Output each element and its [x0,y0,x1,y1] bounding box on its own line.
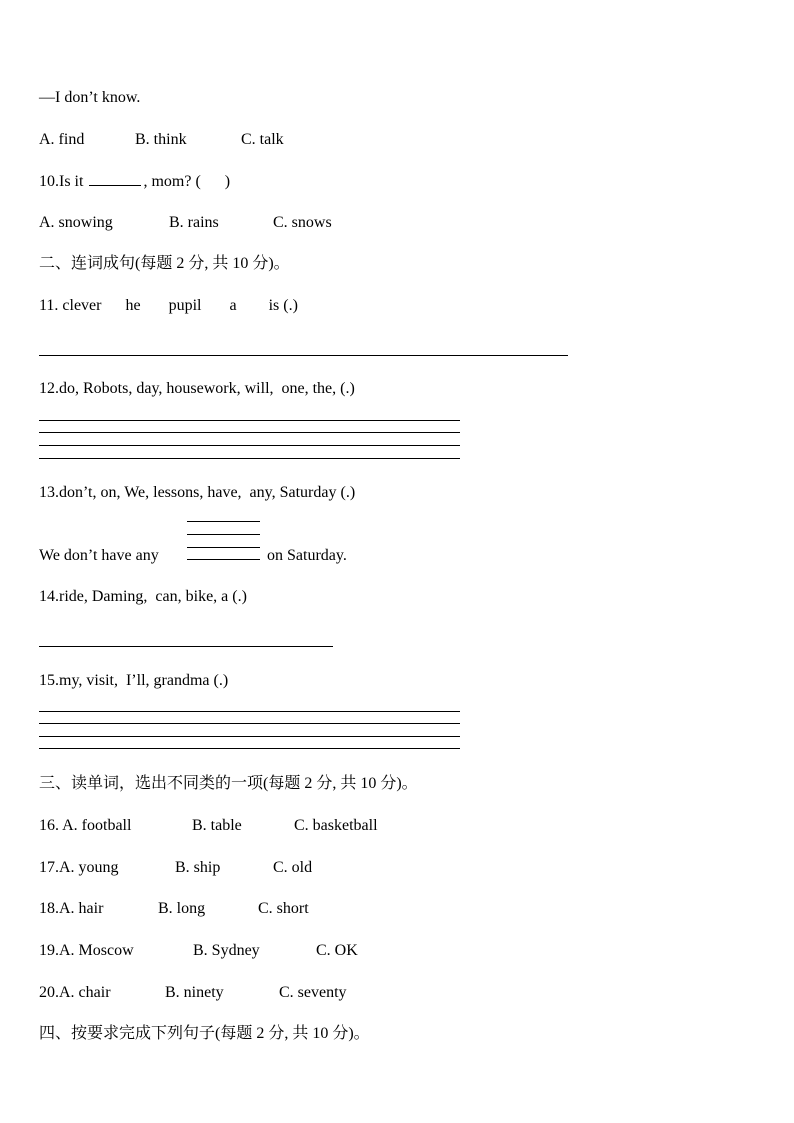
q10-prefix: 10.Is it [39,173,88,190]
q20-option-a: 20.A. chair [39,984,111,1001]
q12-answer-line-2[interactable] [39,432,460,433]
q20-option-b: B. ninety [165,984,224,1001]
q9-answer-line: —I don’t know. [39,89,141,106]
q17-option-c: C. old [273,859,313,876]
q14-question: 14.ride, Daming, can, bike, a (.) [39,588,247,605]
q13-question: 13.don’t, on, We, lessons, have, any, Saturday (.) [39,484,356,501]
q10-question [39,171,230,192]
section2-title: 二、连词成句(每题 2 分, 共 10 分)。 [39,255,290,272]
q12-answer-line-3[interactable] [39,445,460,446]
q13-sentence-prefix: We don’t have any [39,547,159,564]
q20-option-c: C. seventy [279,984,347,1001]
q19-option-c: C. OK [316,942,358,959]
q13-blank-line-1[interactable] [187,521,260,522]
q15-question: 15.my, visit, I’ll, grandma (.) [39,672,229,689]
q15-answer-line-1[interactable] [39,711,460,712]
q10-option-a: A. snowing [39,214,113,231]
q12-answer-line-4[interactable] [39,458,460,459]
q17-option-a: 17.A. young [39,859,119,876]
q19-option-a: 19.A. Moscow [39,942,134,959]
q18-option-c: C. short [258,900,309,917]
q17-option-b: B. ship [175,859,221,876]
q16-option-a: 16. A. football [39,817,132,834]
q9-option-b: B. think [135,131,187,148]
q18-option-b: B. long [158,900,206,917]
q15-answer-line-2[interactable] [39,723,460,724]
q11-answer-line[interactable] [39,355,568,356]
q13-sentence-suffix: on Saturday. [267,547,347,564]
q15-answer-line-4[interactable] [39,748,460,749]
q9-option-a: A. find [39,131,85,148]
q10-suffix: , mom? ( ) [143,173,231,190]
q18-option-a: 18.A. hair [39,900,104,917]
section4-title: 四、按要求完成下列句子(每题 2 分, 共 10 分)。 [39,1025,370,1042]
q13-blank-line-2[interactable] [187,534,260,535]
q14-answer-line[interactable] [39,646,333,647]
q10-blank[interactable] [89,171,141,186]
q13-blank-line-3[interactable] [187,547,260,548]
section3-title: 三、读单词，选出不同类的一项(每题 2 分, 共 10 分)。 [39,775,418,792]
q10-option-b: B. rains [169,214,219,231]
q11-question: 11. clever he pupil a is (.) [39,297,298,314]
q19-option-b: B. Sydney [193,942,260,959]
q16-option-c: C. basketball [294,817,378,834]
q13-blank-line-4[interactable] [187,559,260,560]
q12-question: 12.do, Robots, day, housework, will, one, the, (.) [39,380,355,397]
q12-answer-line-1[interactable] [39,420,460,421]
q9-option-c: C. talk [241,131,284,148]
q10-option-c: C. snows [273,214,332,231]
q16-option-b: B. table [192,817,242,834]
q15-answer-line-3[interactable] [39,736,460,737]
